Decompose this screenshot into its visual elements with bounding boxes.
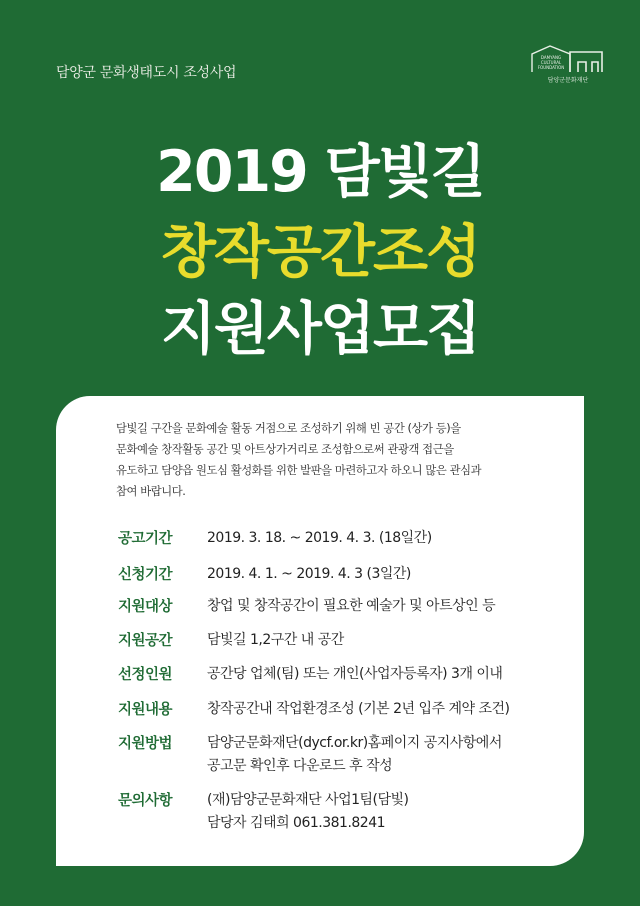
logo-small-text-1: DAMYANG — [540, 55, 562, 60]
intro-line: 문화예술 창작활동 공간 및 아트상가거리로 조성함으로써 관광객 접근을 — [116, 443, 454, 456]
detail-value: 담양군문화재단(dycf.or.kr)홈페이지 공지사항에서 — [207, 735, 502, 751]
detail-value: 창작공간내 작업환경조성 (기본 2년 입주 계약 조건) — [207, 701, 510, 717]
detail-value: (재)담양군문화재단 사업1팀(담빛) — [207, 792, 409, 808]
logo-small-text-2: CULTURAL — [540, 60, 562, 65]
detail-value: 담당자 김태희 061.381.8241 — [207, 815, 386, 831]
detail-value: 공고문 확인후 다운로드 후 작성 — [207, 758, 393, 774]
foundation-logo — [530, 42, 606, 84]
title-line-2: 창작공간조성 — [160, 219, 480, 285]
title-line-3: 지원사업모집 — [160, 296, 480, 362]
title-line-1: 2019 담빛길 — [156, 139, 484, 205]
detail-label: 지원내용 — [118, 702, 173, 718]
detail-label: 지원대상 — [118, 599, 173, 615]
detail-value: 2019. 4. 1. ~ 2019. 4. 3 (3일간) — [207, 566, 411, 582]
intro-line: 담빛길 구간을 문화예술 활동 거점으로 조성하기 위해 빈 공간 (상가 등)을 — [116, 422, 461, 435]
detail-value: 담빛길 1,2구간 내 공간 — [207, 632, 344, 648]
detail-value: 창업 및 창작공간이 필요한 예술가 및 아트상인 등 — [207, 598, 496, 614]
intro-line: 참여 바랍니다. — [116, 485, 186, 498]
logo-small-text-3: FOUNDATION — [537, 65, 565, 70]
detail-label: 지원공간 — [118, 633, 173, 649]
detail-value: 공간당 업체(팀) 또는 개인(사업자등록자) 3개 이내 — [207, 666, 503, 682]
detail-label: 문의사항 — [118, 793, 173, 809]
project-subtitle: 담양군 문화생태도시 조성사업 — [56, 65, 237, 81]
building-logo-icon — [530, 42, 606, 74]
intro-paragraph — [116, 418, 551, 502]
detail-label: 신청기간 — [118, 567, 173, 583]
detail-label: 공고기간 — [118, 531, 173, 547]
detail-label: 지원방법 — [118, 736, 173, 752]
detail-value: 2019. 3. 18. ~ 2019. 4. 3. (18일간) — [207, 530, 432, 546]
detail-label: 선정인원 — [118, 667, 173, 683]
logo-name: 담양군문화재단 — [547, 77, 589, 84]
intro-line: 유도하고 담양읍 원도심 활성화를 위한 발판을 마련하고자 하오니 많은 관심과 — [116, 464, 482, 477]
info-card — [56, 396, 584, 866]
